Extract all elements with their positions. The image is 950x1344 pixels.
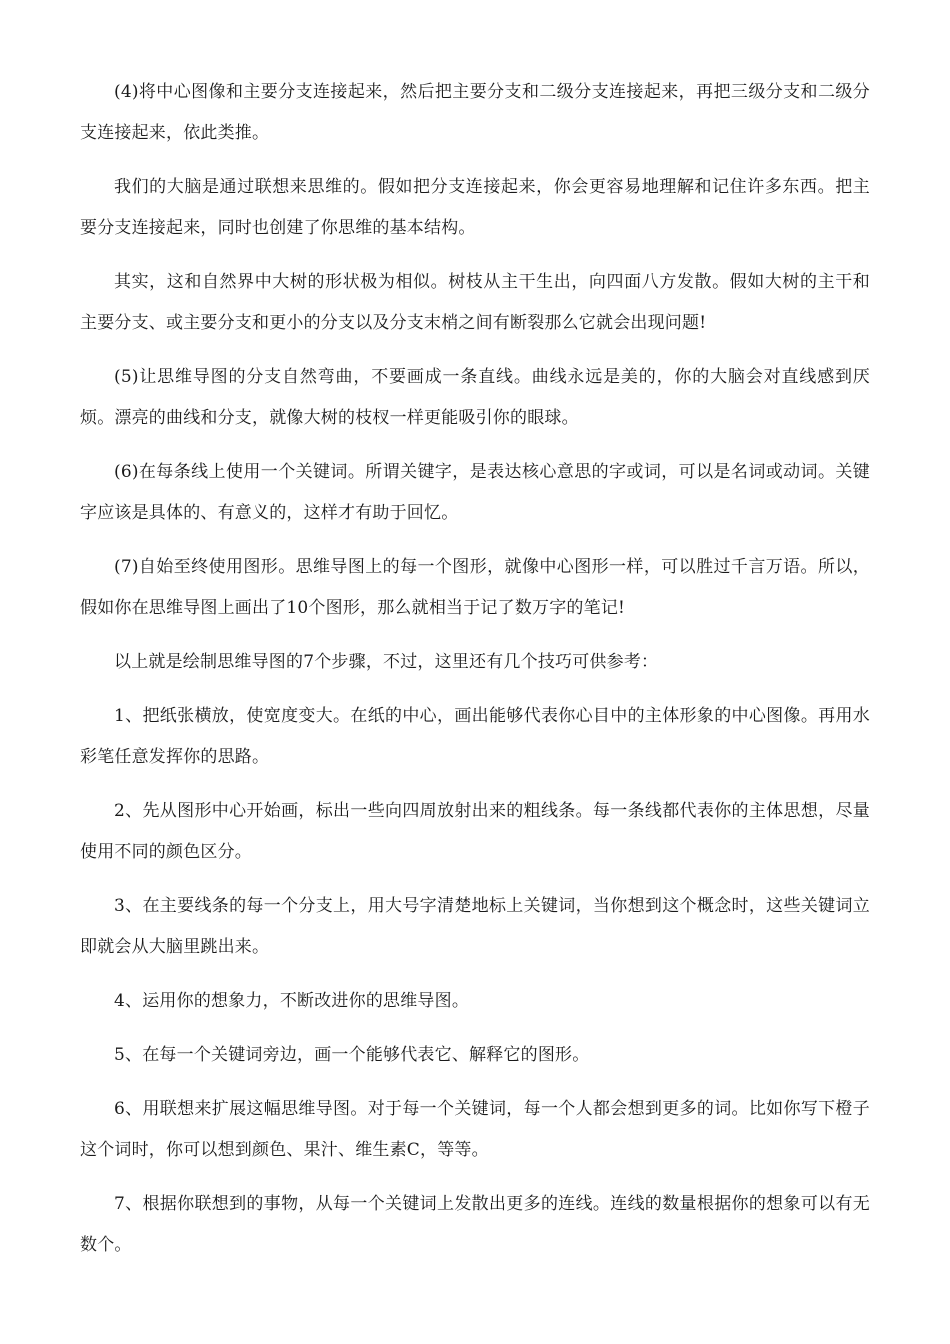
paragraph-tip-1: 1、把纸张横放，使宽度变大。在纸的中心，画出能够代表你心目中的主体形象的中心图像。再用水彩笔任意发挥你的思路。 — [80, 706, 870, 767]
paragraph-step-5: (5)让思维导图的分支自然弯曲，不要画成一条直线。曲线永远是美的，你的大脑会对直线感到厌烦。漂亮的曲线和分支，就像大树的枝杈一样更能吸引你的眼球。 — [80, 367, 870, 428]
paragraph-step-4: (4)将中心图像和主要分支连接起来，然后把主要分支和二级分支连接起来，再把三级分支和二级分支连接起来，依此类推。 — [80, 82, 870, 143]
paragraph-tip-4: 4、运用你的想象力，不断改进你的思维导图。 — [114, 991, 470, 1011]
paragraph-tree-analogy: 其实，这和自然界中大树的形状极为相似。树枝从主干生出，向四面八方发散。假如大树的主干和主要分支、或主要分支和更小的分支以及分支末梢之间有断裂那么它就会出现问题! — [80, 272, 870, 333]
paragraph-tip-7: 7、根据你联想到的事物，从每一个关键词上发散出更多的连线。连线的数量根据你的想象可以有无数个。 — [80, 1194, 870, 1255]
document-body — [80, 72, 870, 1279]
paragraph-brain-association: 我们的大脑是通过联想来思维的。假如把分支连接起来，你会更容易地理解和记住许多东西。把主要分支连接起来，同时也创建了你思维的基本结构。 — [80, 177, 870, 238]
paragraph-step-7: (7)自始至终使用图形。思维导图上的每一个图形，就像中心图形一样，可以胜过千言万语。所以，假如你在思维导图上画出了10个图形，那么就相当于记了数万字的笔记! — [80, 557, 870, 618]
paragraph-tip-6: 6、用联想来扩展这幅思维导图。对于每一个关键词，每一个人都会想到更多的词。比如你写下橙子这个词时，你可以想到颜色、果汁、维生素C，等等。 — [80, 1099, 870, 1160]
paragraph-tip-5: 5、在每一个关键词旁边，画一个能够代表它、解释它的图形。 — [114, 1045, 590, 1065]
paragraph-tips-intro: 以上就是绘制思维导图的7个步骤，不过，这里还有几个技巧可供参考： — [114, 652, 659, 672]
paragraph-tip-2: 2、先从图形中心开始画，标出一些向四周放射出来的粗线条。每一条线都代表你的主体思想，尽量使用不同的颜色区分。 — [80, 801, 870, 862]
paragraph-step-6: (6)在每条线上使用一个关键词。所谓关键字，是表达核心意思的字或词，可以是名词或动词。关键字应该是具体的、有意义的，这样才有助于回忆。 — [80, 462, 870, 523]
paragraph-tip-3: 3、在主要线条的每一个分支上，用大号字清楚地标上关键词，当你想到这个概念时，这些关键词立即就会从大脑里跳出来。 — [80, 896, 870, 957]
